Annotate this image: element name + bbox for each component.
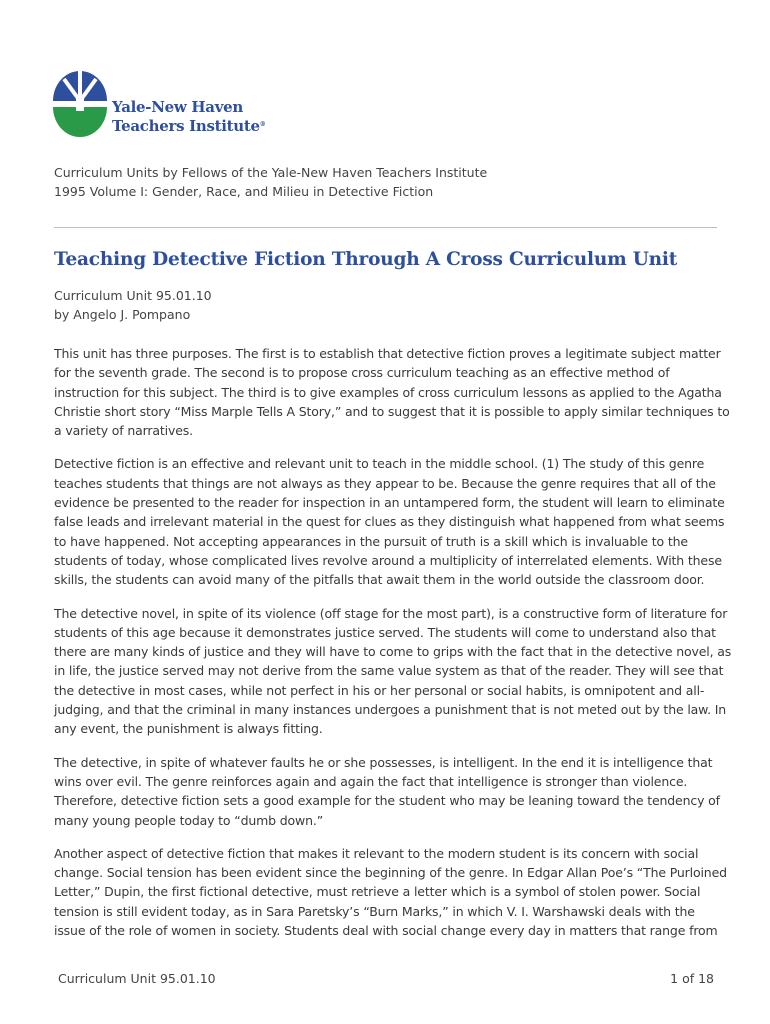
text-line: The detective, in spite of whatever faults he or she possesses, is intelligent. In the end it is intelligence that bbox=[54, 754, 713, 770]
text-line: evidence be presented to the reader for inspection in an untampered form, the student will learn to eliminate bbox=[54, 495, 725, 511]
institute-logo[interactable] bbox=[52, 57, 312, 149]
text-line: students of today, whose complicated lives revolve around a multiplicity of interrelated elements. With these bbox=[54, 552, 722, 568]
text-line: the detective in most cases, while not perfect in his or her personal or social habits, is omnipotent and all- bbox=[54, 682, 705, 698]
paragraph-1 bbox=[54, 344, 730, 440]
logo-wordmark bbox=[112, 98, 265, 136]
text-line: tension is still evident today, as in Sara Paretsky’s “Burn Marks,” in which V. I. Warshawski deals with the bbox=[54, 903, 695, 919]
page-title: Teaching Detective Fiction Through A Cross Curriculum Unit bbox=[54, 249, 678, 270]
text-line: Detective fiction is an effective and relevant unit to teach in the middle school. (1) The study of this genre bbox=[54, 456, 705, 472]
page-number: 1 of 18 bbox=[670, 971, 714, 986]
text-line: to have happened. Not accepting appearances in the pursuit of truth is a skill which is invaluable to the bbox=[54, 533, 688, 549]
text-line: a variety of narratives. bbox=[54, 423, 193, 439]
series-title: Curriculum Units by Fellows of the Yale-New Haven Teachers Institute bbox=[54, 165, 488, 180]
paragraph-5 bbox=[54, 844, 727, 940]
author-line: by Angelo J. Pompano bbox=[54, 307, 191, 323]
text-line: false leads and irrelevant material in the quest for clues as they distinguish what happened from what seems bbox=[54, 514, 725, 530]
text-line: change. Social tension has been evident since the beginning of the genre. In Edgar Allan Poe’s “The Purloined bbox=[54, 865, 727, 881]
text-line: any event, the punishment is always fitting. bbox=[54, 721, 323, 737]
text-line: wins over evil. The genre reinforces again and again the fact that intelligence is stronger than violence. bbox=[54, 773, 688, 789]
paragraph-4 bbox=[54, 753, 720, 830]
logo-line-2 bbox=[112, 117, 265, 136]
paragraph-3 bbox=[54, 604, 732, 739]
volume-title: 1995 Volume I: Gender, Race, and Milieu in Detective Fiction bbox=[54, 184, 434, 199]
logo-line-2-text: Teachers Institute bbox=[112, 117, 260, 135]
text-line: skills, the students can avoid many of the pitfalls that await them in the world outside the classroom door. bbox=[54, 572, 705, 588]
text-line: many young people today to “dumb down.” bbox=[54, 812, 324, 828]
unit-number: Curriculum Unit 95.01.10 bbox=[54, 288, 212, 303]
registered-mark: ® bbox=[259, 121, 266, 128]
logo-mark-icon bbox=[52, 57, 108, 149]
paragraph-2 bbox=[54, 454, 725, 589]
text-line: instruction for this subject. The third is to give examples of cross curriculum lessons as applied to the Agatha bbox=[54, 384, 722, 400]
text-line: there are many kinds of justice and they will have to come to grips with the fact that in the detective novel, as bbox=[54, 644, 732, 660]
text-line: teaches students that things are not always as they appear to be. Because the genre requires that all of the bbox=[54, 475, 716, 491]
text-line: This unit has three purposes. The first is to establish that detective fiction proves a legitimate subject matter bbox=[54, 346, 721, 361]
series-header bbox=[54, 163, 487, 201]
text-line: issue of the role of women in society. Students deal with social change every day in matters that range from bbox=[54, 923, 718, 939]
header-divider bbox=[54, 227, 717, 228]
body-text bbox=[54, 344, 732, 954]
text-line: in life, the justice served may not derive from the same value system as that of the reader. They will see that bbox=[54, 663, 724, 679]
text-line: Letter,” Dupin, the first fictional detective, must retrieve a letter which is a symbol of stolen power. Social bbox=[54, 884, 701, 900]
unit-meta bbox=[54, 286, 212, 325]
text-line: Christie short story “Miss Marple Tells A Story,” and to suggest that it is possible to apply similar techniques to bbox=[54, 403, 730, 419]
text-line: The detective novel, in spite of its violence (off stage for the most part), is a constructive form of literature for bbox=[54, 605, 728, 621]
footer-unit: Curriculum Unit 95.01.10 bbox=[58, 971, 216, 986]
text-line: Another aspect of detective fiction that makes it relevant to the modern student is its concern with social bbox=[54, 845, 699, 861]
text-line: students of this age because it demonstrates justice served. The students will come to understand also that bbox=[54, 624, 716, 640]
text-line: Therefore, detective fiction sets a good example for the student who may be leaning toward the tendency of bbox=[54, 793, 720, 809]
text-line: judging, and that the criminal in many instances undergoes a punishment that is not meted out by the law. In bbox=[54, 702, 727, 718]
logo-line-1: Yale-New Haven bbox=[112, 98, 243, 116]
text-line: for the seventh grade. The second is to propose cross curriculum teaching as an effective method of bbox=[54, 365, 670, 381]
